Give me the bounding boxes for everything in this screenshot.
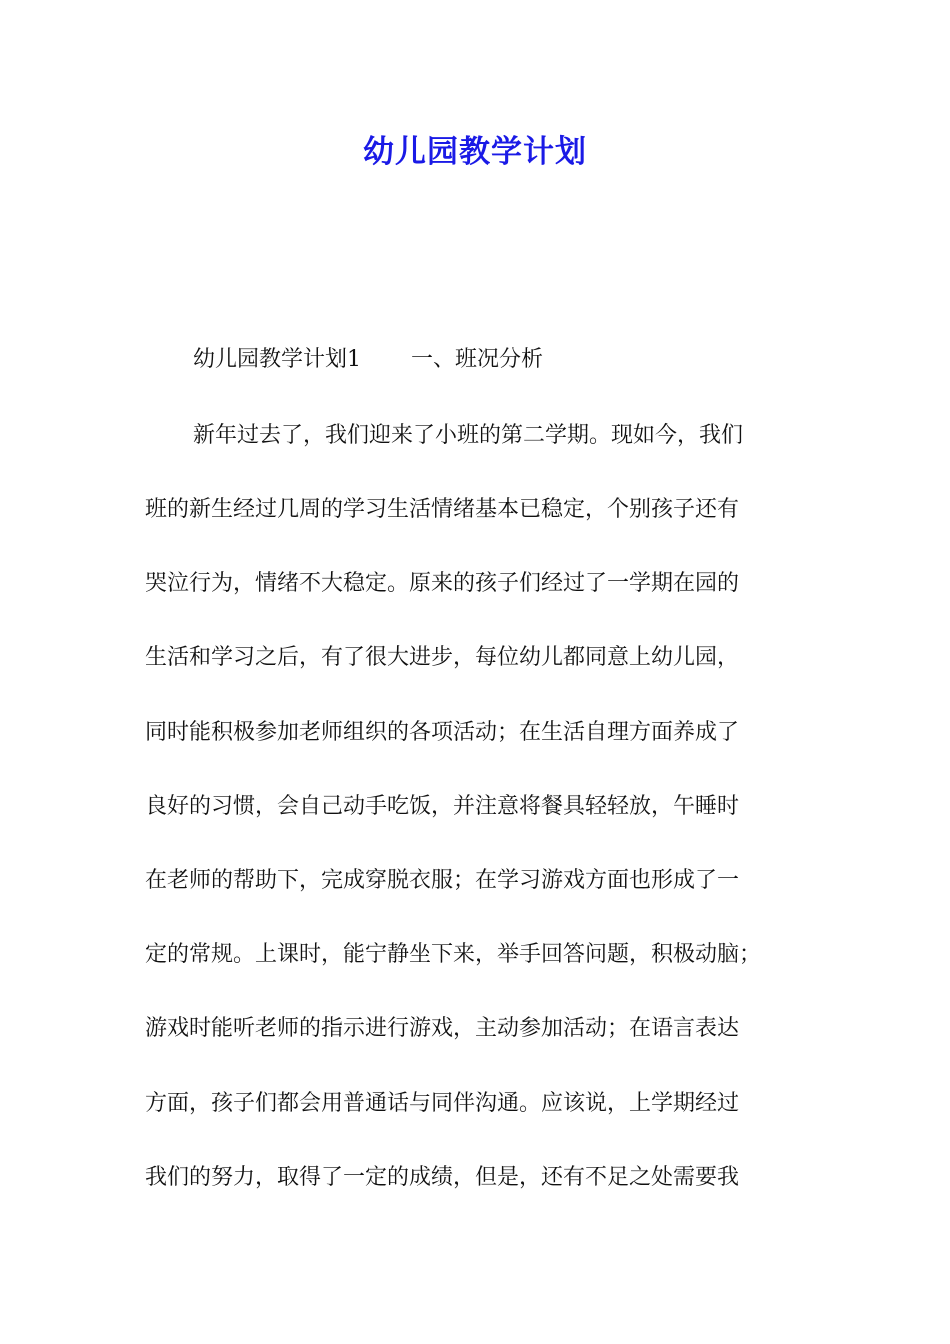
document-title: 幼儿园教学计划 bbox=[363, 134, 587, 170]
paragraph-line: 生活和学习之后，有了很大进步，每位幼儿都同意上幼儿园， bbox=[145, 645, 740, 670]
paragraph-line: 游戏时能听老师的指示进行游戏，主动参加活动；在语言表达 bbox=[145, 1016, 740, 1041]
paragraph-line: 我们的努力，取得了一定的成绩，但是，还有不足之处需要我 bbox=[145, 1165, 740, 1190]
paragraph-line: 良好的习惯，会自己动手吃饭，并注意将餐具轻轻放，午睡时 bbox=[145, 794, 740, 819]
subsection-heading: 一、班况分析 bbox=[411, 347, 544, 372]
paragraph-line: 哭泣行为，情绪不大稳定。原来的孩子们经过了一学期在园的 bbox=[145, 571, 740, 596]
paragraph-line: 同时能积极参加老师组织的各项活动；在生活自理方面养成了 bbox=[145, 720, 740, 745]
paragraph-line: 在老师的帮助下，完成穿脱衣服；在学习游戏方面也形成了一 bbox=[145, 868, 740, 893]
paragraph-line: 方面，孩子们都会用普通话与同伴沟通。应该说，上学期经过 bbox=[145, 1091, 740, 1116]
paragraph-line: 定的常规。上课时，能宁静坐下来，举手回答问题，积极动脑； bbox=[145, 942, 762, 967]
section-heading-row bbox=[193, 340, 543, 380]
paragraph-line: 班的新生经过几周的学习生活情绪基本已稳定，个别孩子还有 bbox=[145, 497, 740, 522]
paragraph-line: 新年过去了，我们迎来了小班的第二学期。现如今，我们 bbox=[193, 423, 744, 448]
section-heading: 幼儿园教学计划1 bbox=[193, 347, 361, 372]
